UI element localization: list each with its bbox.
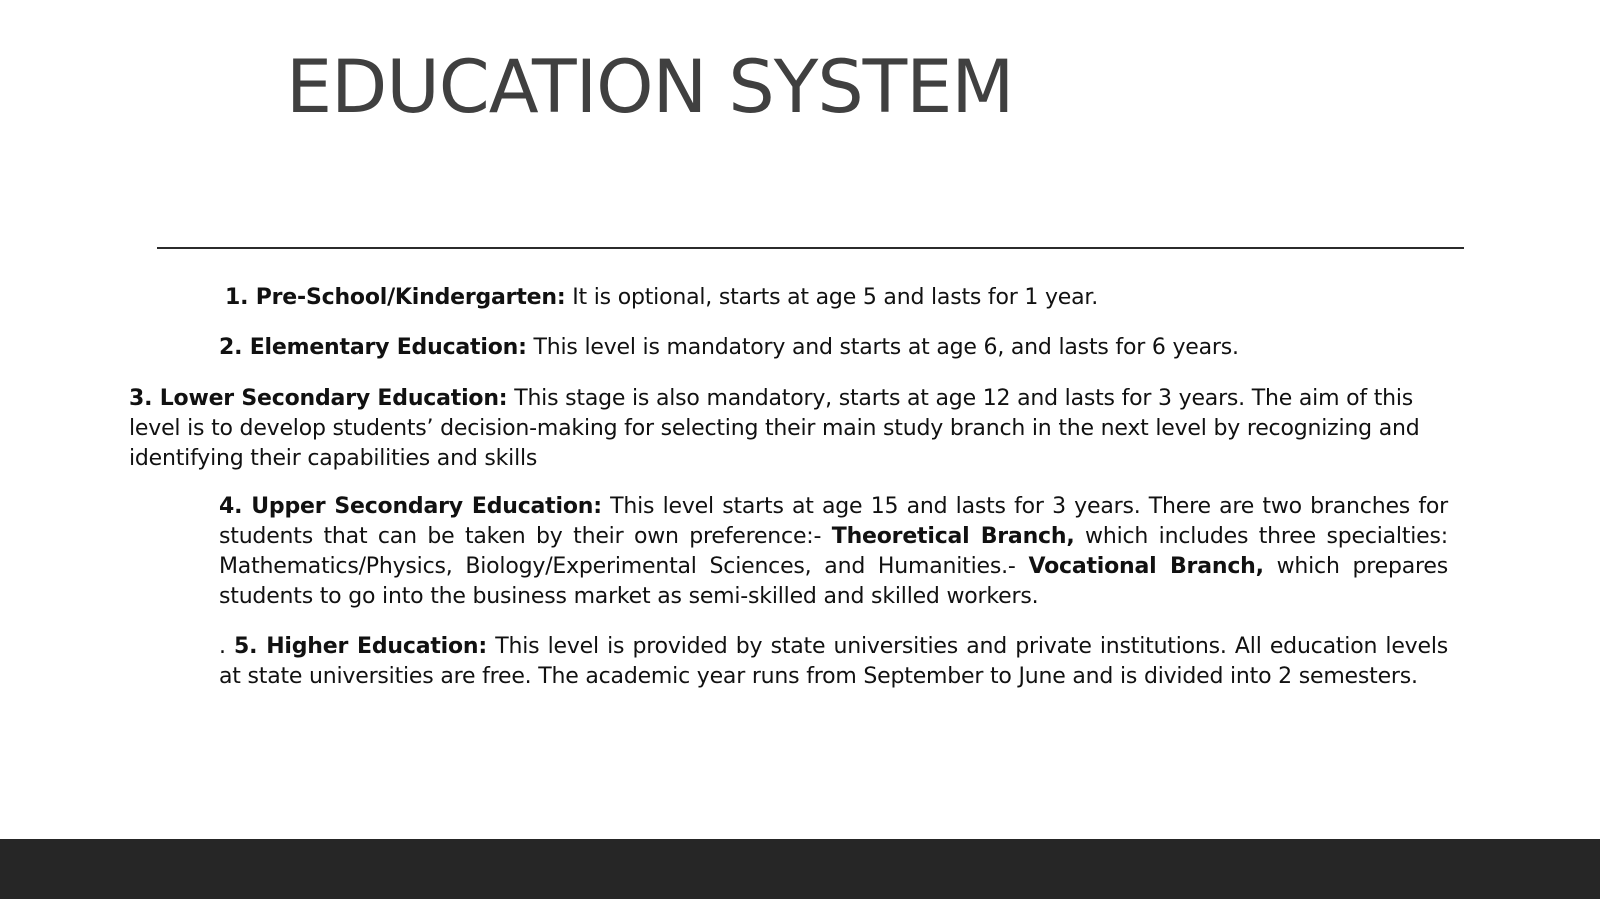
list-item-upper-secondary <box>219 492 1448 612</box>
list-item-elementary <box>219 333 1449 363</box>
list-item-lower-secondary <box>129 384 1459 474</box>
item-lead-dot: . <box>219 634 235 659</box>
slide-title: EDUCATION SYSTEM <box>286 45 1014 130</box>
title-divider <box>157 247 1464 249</box>
list-item-preschool <box>225 283 1445 313</box>
item-number: 1. <box>225 285 256 310</box>
item-text: It is optional, starts at age 5 and lasts for 1 year. <box>565 285 1099 310</box>
item-heading: Pre-School/Kindergarten: <box>255 285 566 310</box>
item-heading: 5. Higher Education: <box>234 634 487 659</box>
item-heading: 2. Elementary Education: <box>219 335 527 360</box>
list-item-higher-education <box>219 632 1448 692</box>
item-heading: 4. Upper Secondary Education: <box>219 494 602 519</box>
vocational-branch-text: which prepares students to go into the business market as semi-skilled and skilled workers. <box>219 554 1448 609</box>
item-text: This level is provided by state universities and private institutions. All education levels at state universities are free. The academic year runs from September to June and is divided into 2 semesters. <box>219 634 1449 689</box>
footer-bar <box>0 839 1600 899</box>
item-text: This level starts at age 15 and lasts for 3 years. There are two branches for students that can be taken by their own preference:- <box>219 494 1448 549</box>
vocational-branch-heading: Vocational Branch, <box>1028 554 1264 579</box>
item-text: This stage is also mandatory, starts at age 12 and lasts for 3 years. The aim of this level is to develop students’ decision-making for selecting their main study branch in the next level by recognizing and identifying their capabilities and skills <box>129 386 1420 471</box>
theoretical-branch-heading: Theoretical Branch, <box>831 524 1075 549</box>
item-heading: 3. Lower Secondary Education: <box>129 386 508 411</box>
item-text: This level is mandatory and starts at age 6, and lasts for 6 years. <box>526 335 1239 360</box>
theoretical-branch-text: which includes three specialties: Mathematics/Physics, Biology/Experimental Sciences, and Humanities.- <box>219 524 1448 579</box>
